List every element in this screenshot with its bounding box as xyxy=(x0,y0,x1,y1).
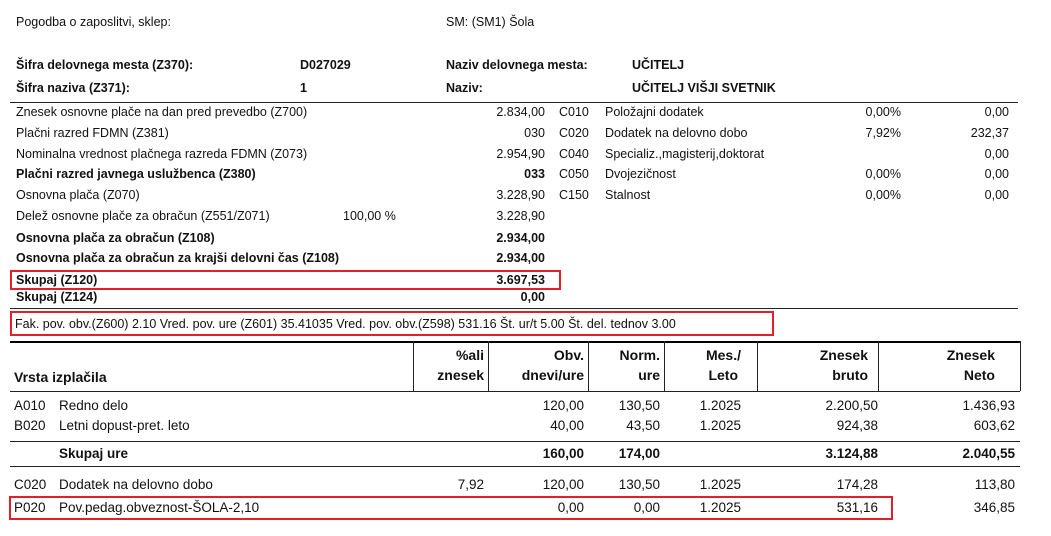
allowance-label: Položajni dodatek xyxy=(605,105,704,119)
col-header-obv-1: Obv. xyxy=(553,347,584,363)
col-divider xyxy=(1020,341,1021,391)
base-row-value: 2.934,00 xyxy=(496,231,545,245)
table-row-code: C020 xyxy=(14,477,47,492)
total-neto: 2.040,55 xyxy=(962,446,1015,461)
highlight-factor-line xyxy=(10,311,774,336)
z370-value: D027029 xyxy=(300,58,351,72)
allowance-code: C050 xyxy=(559,167,589,181)
allowance-code: C040 xyxy=(559,147,589,161)
allowance-value: 0,00 xyxy=(984,147,1009,161)
allowance-pct: 7,92% xyxy=(865,126,901,140)
allowance-pct: 0,00% xyxy=(865,188,901,202)
table-row-neto: 603,62 xyxy=(973,418,1015,433)
allowance-code: C020 xyxy=(559,126,589,140)
z370-label: Šifra delovnega mesta (Z370): xyxy=(16,58,194,72)
base-row-label: Znesek osnovne plače na dan pred prevedbo (Z700) xyxy=(16,105,308,119)
table-row-code: B020 xyxy=(14,418,46,433)
total-bottom-divider xyxy=(10,466,1020,467)
allowance-label: Specializ.,magisterij,doktorat xyxy=(605,147,765,161)
allowance-value: 0,00 xyxy=(984,167,1009,181)
table-row-bruto: 531,16 xyxy=(836,500,878,515)
col-header-obv-2: dnevi/ure xyxy=(521,367,584,383)
allowance-label: Stalnost xyxy=(605,188,651,202)
allowance-pct: 0,00% xyxy=(865,105,901,119)
base-row-label: Delež osnovne plače za obračun (Z551/Z071) xyxy=(16,209,270,223)
total-divider xyxy=(10,441,1020,442)
base-row-value: 2.954,90 xyxy=(496,147,545,161)
allowance-value: 0,00 xyxy=(984,105,1009,119)
base-row-value: 3.697,53 xyxy=(496,273,545,287)
header-divider xyxy=(10,102,1018,103)
table-header-divider xyxy=(10,391,1020,392)
base-row-value: 033 xyxy=(524,167,545,181)
table-row-label: Dodatek na delovno dobo xyxy=(59,477,213,492)
naziv-dm-value: UČITELJ xyxy=(632,58,685,72)
total-bruto: 3.124,88 xyxy=(825,446,878,461)
naziv-value: UČITELJ VIŠJI SVETNIK xyxy=(632,81,776,95)
base-row-value: 030 xyxy=(524,126,545,140)
table-row-obv: 40,00 xyxy=(550,418,584,433)
table-row-bruto: 924,38 xyxy=(836,418,878,433)
base-row-label: Skupaj (Z124) xyxy=(16,290,98,304)
table-row-neto: 113,80 xyxy=(974,477,1015,492)
allowance-pct: 0,00% xyxy=(865,167,901,181)
base-row-label: Skupaj (Z120) xyxy=(16,273,98,287)
col-header-pct-2: znesek xyxy=(437,367,484,383)
base-row-label: Plačni razred javnega uslužbenca (Z380) xyxy=(16,167,256,181)
allowance-code: C150 xyxy=(559,188,589,202)
table-row-mes: 1.2025 xyxy=(699,477,741,492)
col-header-norm-1: Norm. xyxy=(619,347,660,363)
table-row-code: A010 xyxy=(14,398,46,413)
allowance-value: 232,37 xyxy=(970,126,1009,140)
col-header-mes-1: Mes./ xyxy=(705,347,741,363)
table-row-neto: 1.436,93 xyxy=(962,398,1015,413)
table-row-obv: 120,00 xyxy=(542,398,584,413)
table-row-norm: 130,50 xyxy=(618,398,660,413)
factor-divider xyxy=(10,308,1018,309)
sm-label: SM: (SM1) Šola xyxy=(446,15,535,29)
table-row-obv: 0,00 xyxy=(557,500,584,515)
allowance-code: C010 xyxy=(559,105,589,119)
contract-label: Pogodba o zaposlitvi, sklep: xyxy=(16,15,171,29)
base-row-value: 3.228,90 xyxy=(496,209,545,223)
table-row-norm: 130,50 xyxy=(618,477,660,492)
table-row-label: Redno delo xyxy=(59,398,129,413)
base-row-label: Osnovna plača za obračun za krajši delovni čas (Z108) xyxy=(16,251,340,265)
col-header-neto-2: Neto xyxy=(963,367,995,383)
table-row-code: P020 xyxy=(14,500,46,515)
table-row-pct: 7,92 xyxy=(457,477,484,492)
total-norm: 174,00 xyxy=(618,446,660,461)
base-row-value: 0,00 xyxy=(520,290,545,304)
allowance-value: 0,00 xyxy=(984,188,1009,202)
total-label: Skupaj ure xyxy=(59,446,129,461)
table-row-bruto: 174,28 xyxy=(836,477,878,492)
total-obv: 160,00 xyxy=(542,446,584,461)
naziv-dm-label: Naziv delovnega mesta: xyxy=(446,58,588,72)
col-header-vrsta: Vrsta izplačila xyxy=(14,369,107,385)
col-header-norm-2: ure xyxy=(638,367,660,383)
highlight-skupaj-z120 xyxy=(10,270,561,290)
col-header-neto-1: Znesek xyxy=(946,347,995,363)
col-header-bruto-2: bruto xyxy=(832,367,868,383)
col-header-bruto-1: Znesek xyxy=(819,347,868,363)
table-top-border xyxy=(10,341,1020,343)
highlight-p020-row xyxy=(9,496,893,520)
z371-value: 1 xyxy=(300,81,307,95)
base-row-value: 2.834,00 xyxy=(496,105,545,119)
naziv-label: Naziv: xyxy=(446,81,483,95)
table-row-mes: 1.2025 xyxy=(699,418,741,433)
col-header-mes-2: Leto xyxy=(708,367,738,383)
allowance-label: Dodatek na delovno dobo xyxy=(605,126,748,140)
allowance-label: Dvojezičnost xyxy=(605,167,676,181)
table-row-obv: 120,00 xyxy=(542,477,584,492)
base-row-label: Osnovna plača (Z070) xyxy=(16,188,140,202)
table-row-label: Letni dopust-pret. leto xyxy=(59,418,190,433)
table-row-mes: 1.2025 xyxy=(699,500,741,515)
table-row-bruto: 2.200,50 xyxy=(825,398,878,413)
base-row-extra: 100,00 % xyxy=(343,209,396,223)
table-row-mes: 1.2025 xyxy=(699,398,741,413)
base-row-label: Osnovna plača za obračun (Z108) xyxy=(16,231,215,245)
table-row-label: Pov.pedag.obveznost-ŠOLA-2,10 xyxy=(59,500,260,515)
base-row-value: 2.934,00 xyxy=(496,251,545,265)
factor-line: Fak. pov. obv.(Z600) 2.10 Vred. pov. ure (Z601) 35.41035 Vred. pov. obv.(Z598) 531.16 Št. ur/t 5.00 Št. del. tednov 3.00 xyxy=(15,317,676,331)
table-row-norm: 43,50 xyxy=(626,418,660,433)
base-row-label: Nominalna vrednost plačnega razreda FDMN (Z073) xyxy=(16,147,308,161)
z371-label: Šifra naziva (Z371): xyxy=(16,81,130,95)
base-row-label: Plačni razred FDMN (Z381) xyxy=(16,126,169,140)
table-row-norm: 0,00 xyxy=(633,500,660,515)
table-row-neto: 346,85 xyxy=(973,500,1015,515)
base-row-value: 3.228,90 xyxy=(496,188,545,202)
col-header-pct-1: %ali xyxy=(455,347,484,363)
